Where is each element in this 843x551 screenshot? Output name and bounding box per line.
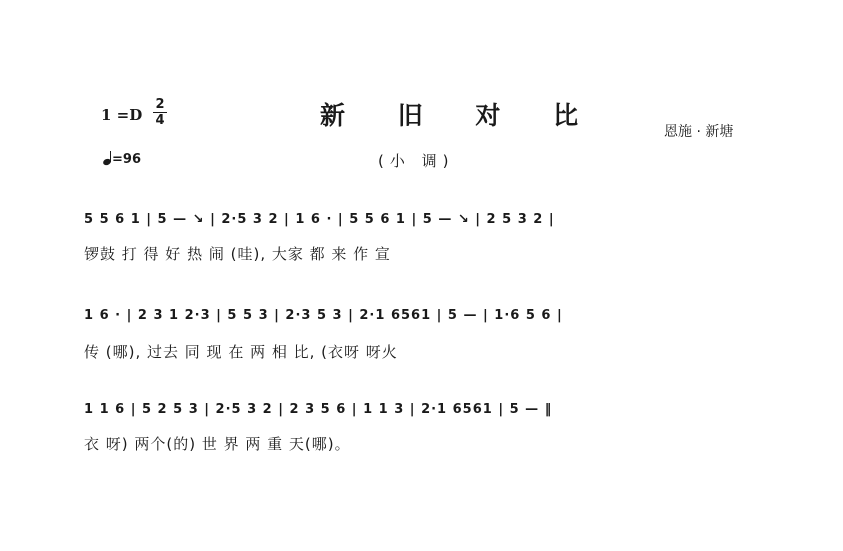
lyric-row: 传 (哪), 过去 同 现 在 两 相 比, (衣呀 呀火 bbox=[84, 343, 398, 361]
tempo-marking bbox=[103, 151, 141, 167]
notation-row: 1 6 · | 2 3 1 2·3 | 5 5 3 | 2·3 5 3 | 2·1 6561 | 5 — | 1·6 5 6 | bbox=[84, 308, 563, 323]
lyric-row: 锣鼓 打 得 好 热 闹 (哇), 大家 都 来 作 宣 bbox=[84, 245, 391, 263]
notation-row: 5 5 6 1 | 5 — ↘ | 2·5 3 2 | 1 6 · | 5 5 6 1 | 5 — ↘ | 2 5 3 2 | bbox=[84, 212, 555, 227]
subtitle: (小 调) bbox=[378, 152, 455, 170]
time-signature bbox=[153, 98, 167, 127]
time-signature-top: 2 bbox=[155, 97, 165, 112]
page-title: 新 旧 对 比 bbox=[320, 101, 601, 130]
quarter-note-icon bbox=[103, 151, 112, 165]
tempo-value: =96 bbox=[112, 152, 141, 167]
lyric-row: 衣 呀) 两个(的) 世 界 两 重 天(哪)。 bbox=[84, 435, 351, 453]
time-signature-bottom: 4 bbox=[155, 113, 165, 128]
key-signature: 1 =D bbox=[101, 106, 143, 124]
notation-row: 1 1 6 | 5 2 5 3 | 2·5 3 2 | 2 3 5 6 | 1 1 3 | 2·1 6561 | 5 — ‖ bbox=[84, 402, 553, 417]
source-attribution: 恩施 · 新塘 bbox=[664, 124, 734, 140]
